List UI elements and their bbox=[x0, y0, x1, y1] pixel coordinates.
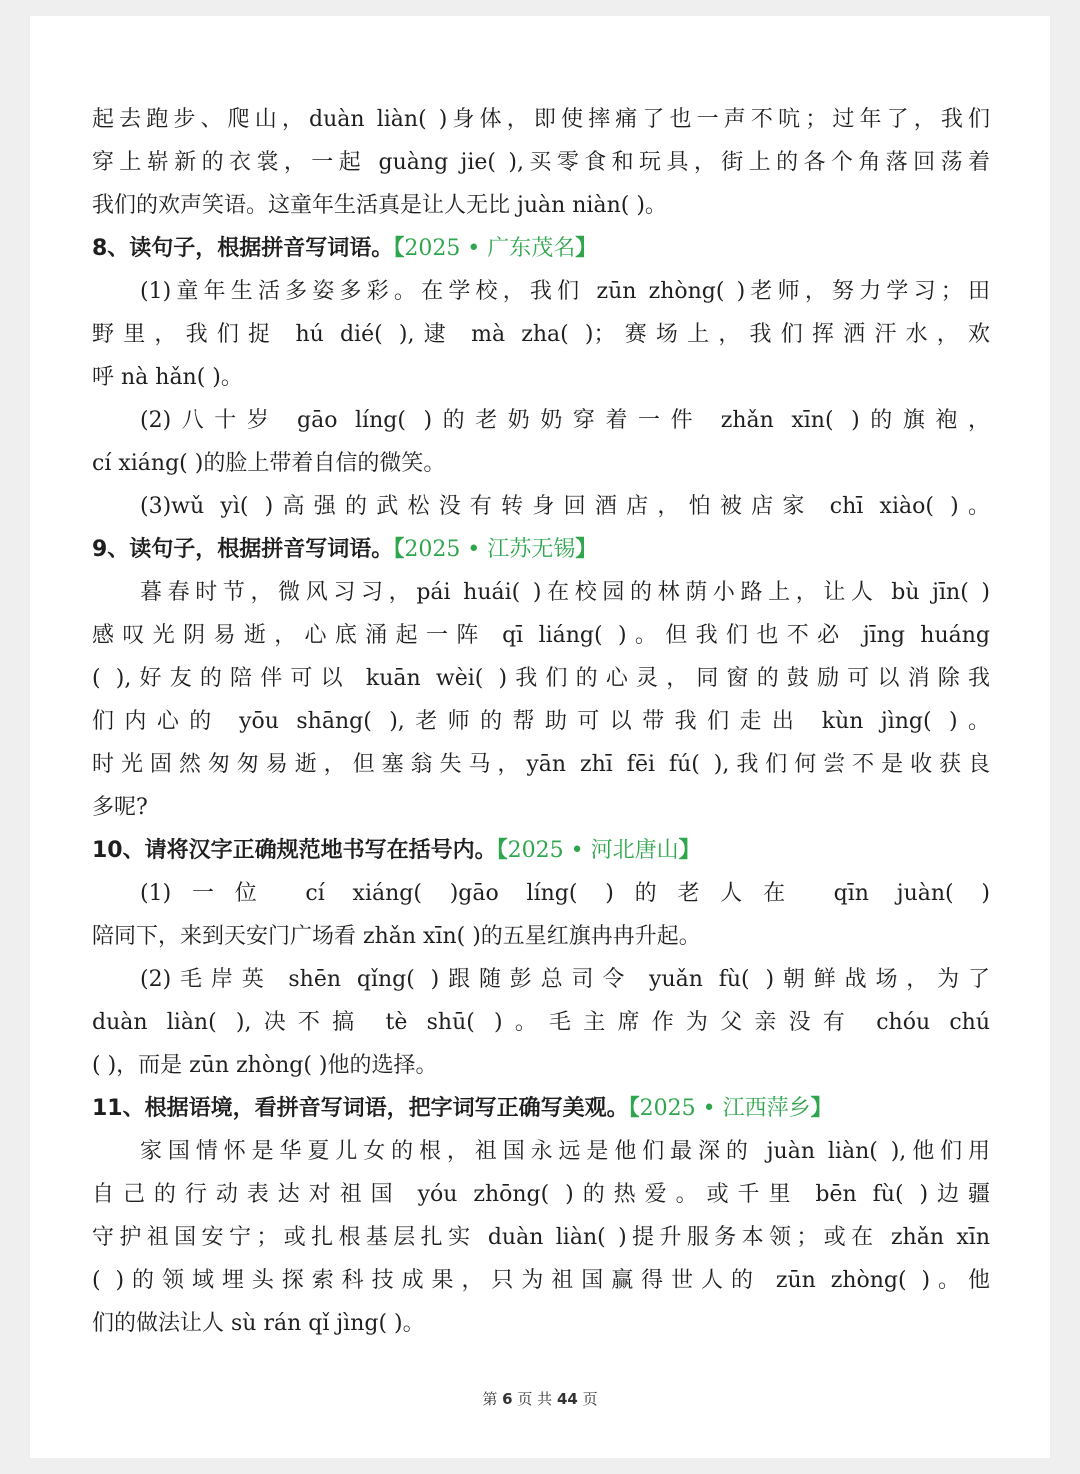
text-line: ( )的领域埋头探索科技成果，只为祖国赢得世人的 zūn zhòng( )。他 bbox=[92, 1268, 990, 1293]
bracket-right: 】 bbox=[575, 537, 598, 562]
source-tag: 2025 • 河北唐山 bbox=[507, 838, 679, 863]
question-title: 11、根据语境，看拼音写词语，把字词写正确写美观。 bbox=[92, 1096, 629, 1121]
bracket-right: 】 bbox=[575, 236, 598, 261]
text-line: 穿上崭新的衣裳，一起 guàng jie( ),买零食和玩具，街上的各个角落回荡着 bbox=[92, 150, 990, 175]
text-line: ( ),好友的陪伴可以 kuān wèi( )我们的心灵，同窗的鼓励可以消除我 bbox=[92, 666, 990, 691]
source-tag: 2025 • 江苏无锡 bbox=[404, 537, 576, 562]
text-line: 家国情怀是华夏儿女的根，祖国永远是他们最深的 juàn liàn( ),他们用 bbox=[140, 1139, 990, 1164]
bracket-right: 】 bbox=[678, 838, 701, 863]
text-line: 野里，我们捉 hú dié( ),逮 mà zha( )；赛场上，我们挥洒汗水，欢 bbox=[92, 322, 990, 347]
text-line: 们的做法让人 sù rán qǐ jìng( )。 bbox=[92, 1311, 425, 1336]
text-line: 感叹光阴易逝，心底涌起一阵 qī liáng( )。但我们也不必 jīng huáng bbox=[92, 623, 990, 648]
question-heading-11 bbox=[92, 1087, 990, 1130]
text-line: 自己的行动表达对祖国 yóu zhōng( )的热爱。或千里 bēn fù( )边疆 bbox=[92, 1182, 990, 1207]
footer-mid: 页 共 bbox=[517, 1390, 553, 1408]
text-line: 时光固然匆匆易逝，但塞翁失马，yān zhī fēi fú( ),我们何尝不是收获良 bbox=[92, 752, 990, 777]
text-line: 陪同下，来到天安门广场看 zhǎn xīn( )的五星红旗冉冉升起。 bbox=[92, 924, 701, 949]
question-heading-10 bbox=[92, 829, 990, 872]
current-page: 6 bbox=[502, 1390, 513, 1408]
question-title: 10、请将汉字正确规范地书写在括号内。 bbox=[92, 838, 497, 863]
bracket-left: 【 bbox=[496, 838, 508, 863]
question-heading-9 bbox=[92, 528, 990, 571]
source-tag: 2025 • 广东茂名 bbox=[404, 236, 576, 261]
document-page bbox=[30, 16, 1050, 1458]
page-content bbox=[92, 98, 990, 1345]
bracket-left: 【 bbox=[393, 537, 405, 562]
text-line: 呼 nà hǎn( )。 bbox=[92, 365, 243, 390]
question-title: 8、读句子，根据拼音写词语。 bbox=[92, 236, 394, 261]
text-line: 暮春时节，微风习习，pái huái( )在校园的林荫小路上，让人 bù jīn( ) bbox=[140, 580, 990, 605]
text-line: (2)毛岸英 shēn qǐng( )跟随彭总司令 yuǎn fù( )朝鲜战场，为了 bbox=[140, 967, 990, 992]
text-line: 我们的欢声笑语。这童年生活真是让人无比 juàn niàn( )。 bbox=[92, 193, 667, 218]
total-pages: 44 bbox=[556, 1390, 578, 1408]
question-title: 9、读句子，根据拼音写词语。 bbox=[92, 537, 394, 562]
text-line: 守护祖国安宁；或扎根基层扎实 duàn liàn( )提升服务本领；或在 zhǎn xīn bbox=[92, 1225, 990, 1250]
question-heading-8 bbox=[92, 227, 990, 270]
text-line: (1)一位 cí xiáng( )gāo líng( )的老人在 qīn juàn( ) bbox=[140, 881, 990, 906]
source-tag: 2025 • 江西萍乡 bbox=[639, 1096, 811, 1121]
footer-post: 页 bbox=[582, 1390, 598, 1408]
text-line: (3)wǔ yì( )高强的武松没有转身回酒店，怕被店家 chī xiào( )。 bbox=[140, 494, 990, 519]
page-number-footer bbox=[30, 1388, 1050, 1409]
text-line: 多呢? bbox=[92, 795, 148, 820]
footer-pre: 第 bbox=[482, 1390, 498, 1408]
text-line: ( )，而是 zūn zhòng( )他的选择。 bbox=[92, 1053, 438, 1078]
text-line: 起去跑步、爬山，duàn liàn( )身体，即使摔痛了也一声不吭；过年了，我们 bbox=[92, 107, 990, 132]
text-line: duàn liàn( ),决不搞 tè shū( )。毛主席作为父亲没有 chóu chú bbox=[92, 1010, 990, 1035]
bracket-left: 【 bbox=[393, 236, 405, 261]
text-line: (1)童年生活多姿多彩。在学校，我们 zūn zhòng( )老师，努力学习；田 bbox=[140, 279, 990, 304]
bracket-left: 【 bbox=[628, 1096, 640, 1121]
bracket-right: 】 bbox=[810, 1096, 833, 1121]
text-line: cí xiáng( )的脸上带着自信的微笑。 bbox=[92, 451, 446, 476]
text-line: (2)八十岁 gāo líng( )的老奶奶穿着一件 zhǎn xīn( )的旗袍， bbox=[140, 408, 990, 433]
text-line: 们内心的 yōu shāng( ),老师的帮助可以带我们走出 kùn jìng( )。 bbox=[92, 709, 990, 734]
